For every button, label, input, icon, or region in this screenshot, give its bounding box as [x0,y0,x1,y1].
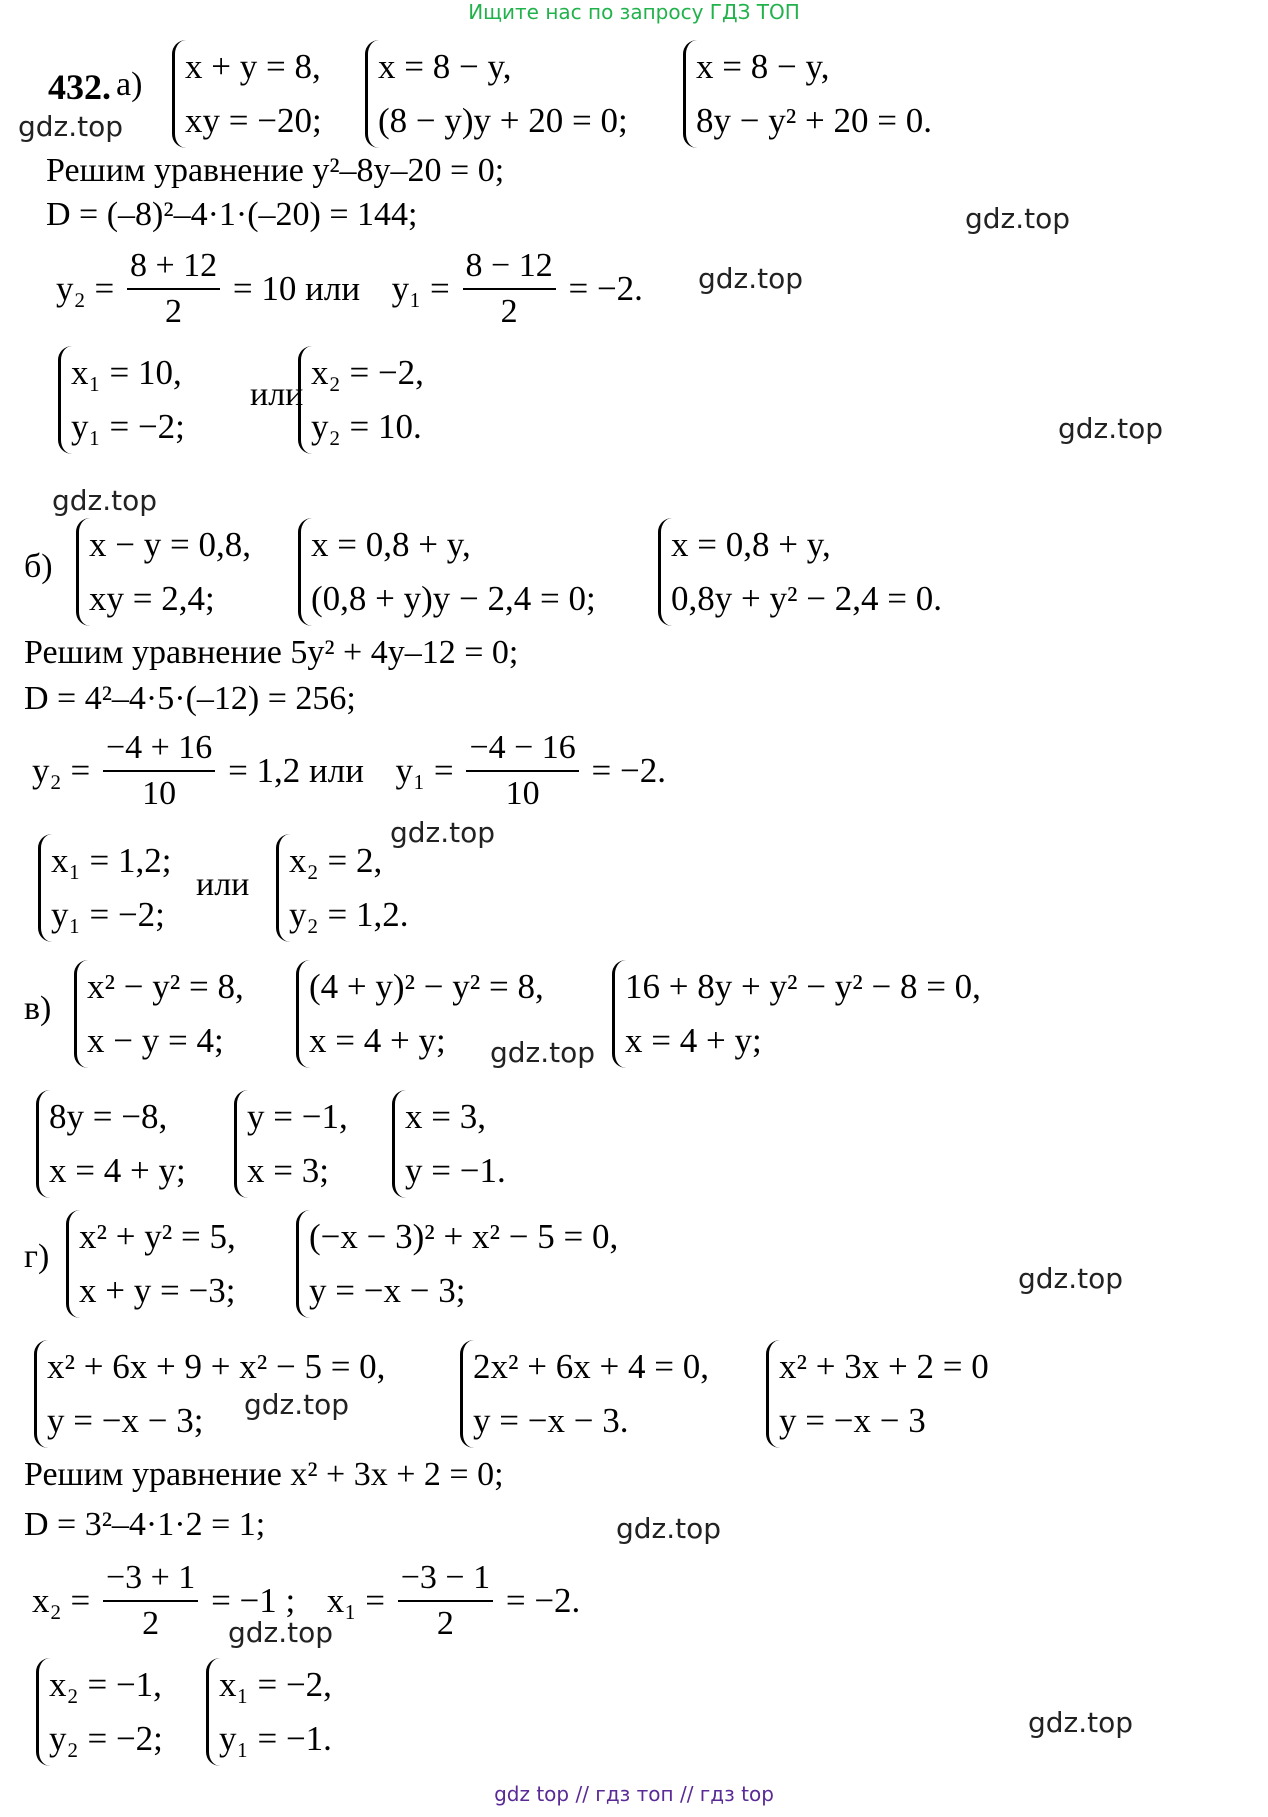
equation: y₁ = −2; [51,895,165,934]
part-d-system-2 [296,1210,618,1318]
part-d-system-4 [460,1340,709,1448]
part-b-answer-2 [276,834,408,942]
part-a-roots [56,244,643,334]
fraction [466,726,578,816]
part-a-answer-2 [298,346,424,454]
root-left: y₁ = [395,751,454,790]
root-left: x₂ = [32,1581,91,1620]
equation: (−x − 3)² + x² − 5 = 0, [309,1217,619,1256]
root-left: y₂ = [56,269,115,308]
numerator: −4 − 16 [466,726,578,772]
equation: xy = 2,4; [89,579,215,618]
equation: x + y = −3; [79,1271,236,1310]
part-d-label: г) [24,1238,50,1275]
numerator: −3 + 1 [103,1556,198,1602]
equation: xy = −20; [185,101,322,140]
footer-links[interactable]: gdz top // гдз топ // гдз top [494,1782,774,1806]
or-word: или [250,376,304,413]
watermark: gdz.top [616,1512,722,1545]
watermark: gdz.top [228,1616,334,1649]
equation: x = 4 + y; [625,1021,762,1060]
equation: x − y = 0,8, [89,525,251,564]
equation: x = 4 + y; [49,1151,186,1190]
numerator: −4 + 16 [103,726,215,772]
watermark: gdz.top [698,262,804,295]
part-b-system-2 [298,518,596,626]
equation: y₁ = −1. [219,1719,332,1758]
header-link[interactable]: Ищите нас по запросу ГДЗ ТОП [468,0,800,24]
equation: x − y = 4; [87,1021,224,1060]
equation: y₂ = −2; [49,1719,163,1758]
part-d-solve-text: Решим уравнение x² + 3x + 2 = 0; [24,1456,504,1493]
watermark: gdz.top [1018,1262,1124,1295]
part-d-system-5 [766,1340,989,1448]
fraction [463,244,556,334]
part-b-label: б) [24,548,53,585]
part-a-system-1 [172,40,322,148]
equation: (8 − y)y + 20 = 0; [378,101,628,140]
equation: y = −x − 3; [309,1271,466,1310]
root-right: = 10 или [232,269,361,308]
equation: 8y = −8, [49,1097,168,1136]
numerator: −3 − 1 [398,1556,493,1602]
equation: x₁ = −2, [219,1665,332,1704]
watermark: gdz.top [18,110,124,143]
equation: x₁ = 10, [71,353,182,392]
equation: x = 0,8 + y, [311,525,471,564]
part-c-label: в) [24,990,52,1027]
fraction [103,726,215,816]
equation: y₂ = 1,2. [289,895,409,934]
part-c-system-1 [74,960,244,1068]
root-right: = −2. [505,1581,581,1620]
watermark: gdz.top [390,816,496,849]
equation: 8y − y² + 20 = 0. [696,101,932,140]
part-a-solve-text: Решим уравнение y²–8y–20 = 0; [46,152,505,189]
equation: x = 3, [405,1097,486,1136]
equation: 16 + 8y + y² − y² − 8 = 0, [625,967,981,1006]
part-a-label: а) [116,66,143,103]
equation: x₂ = −1, [49,1665,162,1704]
denominator: 2 [165,293,183,330]
watermark: gdz.top [1058,412,1164,445]
equation: y = −x − 3; [47,1401,204,1440]
equation: (0,8 + y)y − 2,4 = 0; [311,579,596,618]
root-right: = −2. [568,269,643,308]
denominator: 10 [142,775,177,812]
equation: y = −x − 3. [473,1401,629,1440]
fraction [103,1556,198,1646]
equation: 2x² + 6x + 4 = 0, [473,1347,709,1386]
part-b-roots [32,726,666,816]
numerator: 8 − 12 [463,244,556,290]
root-right: = −2. [591,751,667,790]
watermark: gdz.top [1028,1706,1134,1739]
part-c-system-4 [36,1090,186,1198]
part-a-discriminant: D = (–8)²–4·1·(–20) = 144; [46,196,418,233]
equation: y₁ = −2; [71,407,185,446]
part-c-system-3 [612,960,981,1068]
part-b-system-3 [658,518,942,626]
part-b-answer-1 [38,834,171,942]
equation: x₁ = 1,2; [51,841,172,880]
part-b-system-1 [76,518,251,626]
part-a-system-3 [683,40,932,148]
fraction [127,244,220,334]
part-d-answer-1 [36,1658,163,1766]
part-d-answer-2 [206,1658,332,1766]
watermark: gdz.top [965,202,1071,235]
equation: 0,8y + y² − 2,4 = 0. [671,579,942,618]
part-c-system-6 [392,1090,506,1198]
equation: y = −1, [247,1097,348,1136]
root-left: x₁ = [326,1581,385,1620]
denominator: 2 [142,1605,160,1642]
part-b-solve-text: Решим уравнение 5y² + 4y–12 = 0; [24,634,519,671]
numerator: 8 + 12 [127,244,220,290]
fraction [398,1556,493,1646]
equation: x² + y² = 5, [79,1217,236,1256]
root-right: = 1,2 или [228,751,364,790]
equation: y = −x − 3 [779,1401,926,1440]
denominator: 2 [436,1605,454,1642]
equation: x + y = 8, [185,47,321,86]
watermark: gdz.top [52,484,158,517]
part-a-system-2 [365,40,628,148]
problem-number: 432. [48,67,111,107]
or-word: или [196,866,250,903]
equation: x = 3; [247,1151,329,1190]
equation: x = 8 − y, [696,47,830,86]
root-left: y₁ = [391,269,450,308]
equation: x = 0,8 + y, [671,525,831,564]
denominator: 2 [500,293,518,330]
watermark: gdz.top [244,1388,350,1421]
equation: x₂ = 2, [289,841,383,880]
equation: x = 8 − y, [378,47,512,86]
part-b-discriminant: D = 4²–4·5·(–12) = 256; [24,680,356,717]
watermark: gdz.top [490,1036,596,1069]
equation: x₂ = −2, [311,353,424,392]
equation: y = −1. [405,1151,506,1190]
equation: y₂ = 10. [311,407,422,446]
root-left: y₂ = [32,751,91,790]
part-d-discriminant: D = 3²–4·1·2 = 1; [24,1506,266,1543]
part-c-system-5 [234,1090,348,1198]
root-right: = −1 ; [211,1581,296,1620]
part-a-answer-1 [58,346,185,454]
equation: x² − y² = 8, [87,967,244,1006]
equation: x = 4 + y; [309,1021,446,1060]
part-d-system-1 [66,1210,236,1318]
equation: x² + 3x + 2 = 0 [779,1347,989,1386]
equation: x² + 6x + 9 + x² − 5 = 0, [47,1347,386,1386]
equation: (4 + y)² − y² = 8, [309,967,544,1006]
denominator: 10 [505,775,540,812]
